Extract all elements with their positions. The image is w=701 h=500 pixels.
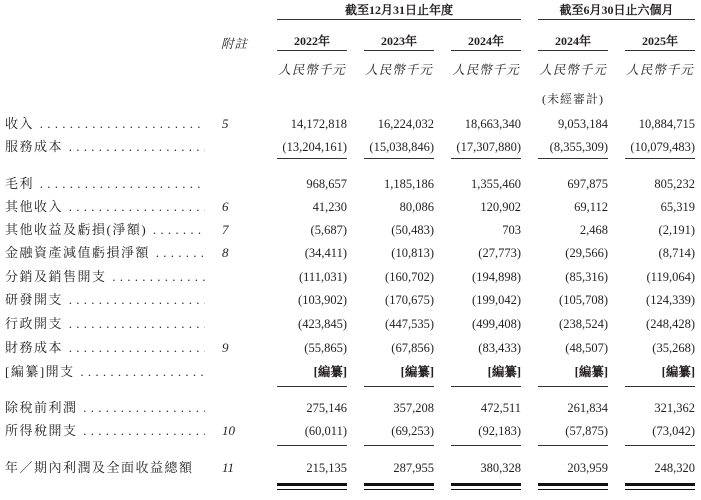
unit-label: 人民幣千元: [626, 63, 694, 77]
value-cell: 1,185,186: [384, 177, 434, 191]
value-cell: (69,253): [391, 424, 434, 438]
total-double-rule: [538, 483, 608, 490]
table-row: [0, 421, 701, 443]
value-cell: (5,687): [310, 223, 347, 237]
value-cell: 16,224,032: [377, 117, 434, 131]
value-cell: 2,468: [579, 223, 608, 237]
table-row: [0, 398, 701, 420]
value-cell: 703: [502, 223, 521, 237]
value-cell: 968,657: [306, 177, 347, 191]
value-cell: (29,566): [565, 246, 608, 260]
note-column-header: 附註: [221, 37, 249, 51]
subtotal-rule: [364, 386, 434, 387]
subtotal-rule: [277, 158, 347, 159]
value-cell: (73,042): [652, 424, 695, 438]
value-cell: (83,433): [478, 341, 521, 355]
total-double-rule: [277, 483, 347, 490]
table-row: [0, 243, 701, 265]
table-row: [0, 290, 701, 312]
column-header-2024: 2024年: [451, 33, 521, 51]
row-label-text: 研發開支: [5, 292, 64, 307]
row-label: [5, 137, 205, 157]
subtotal-rule: [625, 386, 695, 387]
unaudited-label: (未經審計): [542, 92, 604, 106]
subtotal-rule: [277, 386, 347, 387]
unit-label: 人民幣千元: [539, 63, 607, 77]
value-cell: 697,875: [567, 177, 608, 191]
value-cell: (13,204,161): [282, 140, 347, 154]
value-cell: (34,411): [304, 246, 347, 260]
row-label-text: 其他收入: [5, 199, 64, 214]
value-cell: [編纂]: [574, 365, 608, 379]
row-note: 7: [222, 222, 229, 237]
value-cell: 215,135: [306, 461, 347, 475]
row-label: [5, 197, 205, 217]
table-row: [0, 197, 701, 219]
value-cell: (55,865): [304, 341, 347, 355]
value-cell: 18,663,340: [464, 117, 521, 131]
subtotal-rule: [364, 158, 434, 159]
total-double-rule: [364, 483, 434, 490]
row-label-text: 行政開支: [5, 316, 64, 331]
value-cell: (67,856): [391, 341, 434, 355]
total-double-rule: [625, 483, 695, 490]
group-header-full-year: 截至12月31日止年度: [277, 2, 521, 20]
row-label-text: [編纂]開支: [5, 364, 75, 379]
value-cell: (105,708): [559, 293, 608, 307]
value-cell: (194,898): [472, 270, 521, 284]
value-cell: (423,845): [298, 317, 347, 331]
row-label: [5, 458, 205, 478]
row-label-text: 服務成本: [5, 139, 64, 154]
row-label: [5, 290, 205, 310]
group-header-six-months: 截至6月30日止六個月: [538, 2, 695, 20]
value-cell: (103,902): [298, 293, 347, 307]
subtotal-rule: [538, 445, 608, 446]
row-label: [5, 174, 205, 194]
value-cell: (15,038,846): [369, 140, 434, 154]
row-label: [5, 267, 205, 287]
value-cell: 80,086: [399, 200, 434, 214]
value-cell: (447,535): [385, 317, 434, 331]
row-label: [5, 338, 205, 358]
row-label: [5, 314, 205, 334]
value-cell: (35,268): [652, 341, 695, 355]
subtotal-rule: [277, 445, 347, 446]
column-header-2025-h1: 2025年: [625, 33, 695, 51]
value-cell: 14,172,818: [290, 117, 347, 131]
table-row: [0, 458, 701, 480]
value-cell: 203,959: [567, 461, 608, 475]
value-cell: 380,328: [480, 461, 521, 475]
row-note: 10: [222, 423, 235, 438]
value-cell: 9,053,184: [558, 117, 608, 131]
value-cell: [編纂]: [661, 365, 695, 379]
subtotal-rule: [364, 445, 434, 446]
value-cell: (8,714): [658, 246, 695, 260]
value-cell: (111,031): [298, 270, 347, 284]
row-label-text: 所得稅開支: [5, 423, 78, 438]
column-header-2023: 2023年: [364, 33, 434, 51]
row-label-text: 其他收益及虧損(淨額): [5, 222, 148, 237]
value-cell: (199,042): [472, 293, 521, 307]
value-cell: 321,362: [654, 401, 695, 415]
value-cell: 65,319: [660, 200, 695, 214]
value-cell: 472,511: [480, 401, 521, 415]
value-cell: 357,208: [393, 401, 434, 415]
value-cell: 248,320: [654, 461, 695, 475]
subtotal-rule: [538, 158, 608, 159]
value-cell: (10,079,483): [630, 140, 695, 154]
value-cell: 69,112: [574, 200, 608, 214]
table-row: [0, 114, 701, 136]
value-cell: [編纂]: [313, 365, 347, 379]
value-cell: (85,316): [565, 270, 608, 284]
value-cell: 10,884,715: [638, 117, 695, 131]
row-label: [5, 421, 205, 441]
value-cell: 805,232: [654, 177, 695, 191]
row-note: 9: [222, 340, 229, 355]
table-row: [0, 220, 701, 242]
value-cell: 287,955: [393, 461, 434, 475]
row-label: [5, 398, 205, 418]
subtotal-rule: [625, 445, 695, 446]
value-cell: (124,339): [646, 293, 695, 307]
row-label: [5, 114, 205, 134]
row-note: 11: [222, 460, 235, 475]
value-cell: (8,355,309): [549, 140, 608, 154]
table-row: [0, 137, 701, 159]
row-note: 6: [222, 199, 229, 214]
value-cell: (10,813): [391, 246, 434, 260]
row-label-text: 毛利: [5, 176, 35, 191]
value-cell: (48,507): [565, 341, 608, 355]
subtotal-rule: [625, 158, 695, 159]
value-cell: (170,675): [385, 293, 434, 307]
value-cell: (160,702): [385, 270, 434, 284]
unit-label: 人民幣千元: [278, 63, 346, 77]
row-label: [5, 220, 205, 240]
table-row: [0, 174, 701, 196]
row-label-text: 年／期內利潤及全面收益總額: [5, 460, 194, 475]
row-note: 5: [222, 116, 229, 131]
value-cell: (499,408): [472, 317, 521, 331]
value-cell: 1,355,460: [471, 177, 521, 191]
value-cell: (92,183): [478, 424, 521, 438]
value-cell: (57,875): [565, 424, 608, 438]
value-cell: [編纂]: [400, 365, 434, 379]
value-cell: (50,483): [391, 223, 434, 237]
value-cell: 275,146: [306, 401, 347, 415]
row-label-text: 金融資產減值虧損淨額: [5, 245, 151, 260]
table-row: [0, 338, 701, 360]
row-label-text: 除稅前利潤: [5, 400, 78, 415]
value-cell: (60,011): [304, 424, 347, 438]
row-label: [5, 362, 205, 382]
row-note: 8: [222, 245, 229, 260]
total-double-rule: [451, 483, 521, 490]
value-cell: (27,773): [478, 246, 521, 260]
subtotal-rule: [451, 158, 521, 159]
value-cell: (2,191): [658, 223, 695, 237]
value-cell: 41,230: [312, 200, 347, 214]
unit-label: 人民幣千元: [452, 63, 520, 77]
column-header-2022: 2022年: [277, 33, 347, 51]
value-cell: (248,428): [646, 317, 695, 331]
value-cell: 120,902: [480, 200, 521, 214]
table-row: [0, 362, 701, 384]
value-cell: (17,307,880): [456, 140, 521, 154]
subtotal-rule: [451, 445, 521, 446]
unit-label: 人民幣千元: [365, 63, 433, 77]
row-label: [5, 243, 205, 263]
row-label-text: 分銷及銷售開支: [5, 269, 107, 284]
value-cell: 261,834: [567, 401, 608, 415]
table-row: [0, 267, 701, 289]
table-row: [0, 314, 701, 336]
row-label-text: 收入: [5, 116, 35, 131]
value-cell: (119,064): [646, 270, 695, 284]
value-cell: [編纂]: [487, 365, 521, 379]
subtotal-rule: [538, 386, 608, 387]
value-cell: (238,524): [559, 317, 608, 331]
subtotal-rule: [451, 386, 521, 387]
column-header-2024-h1: 2024年: [538, 33, 608, 51]
row-label-text: 財務成本: [5, 340, 64, 355]
